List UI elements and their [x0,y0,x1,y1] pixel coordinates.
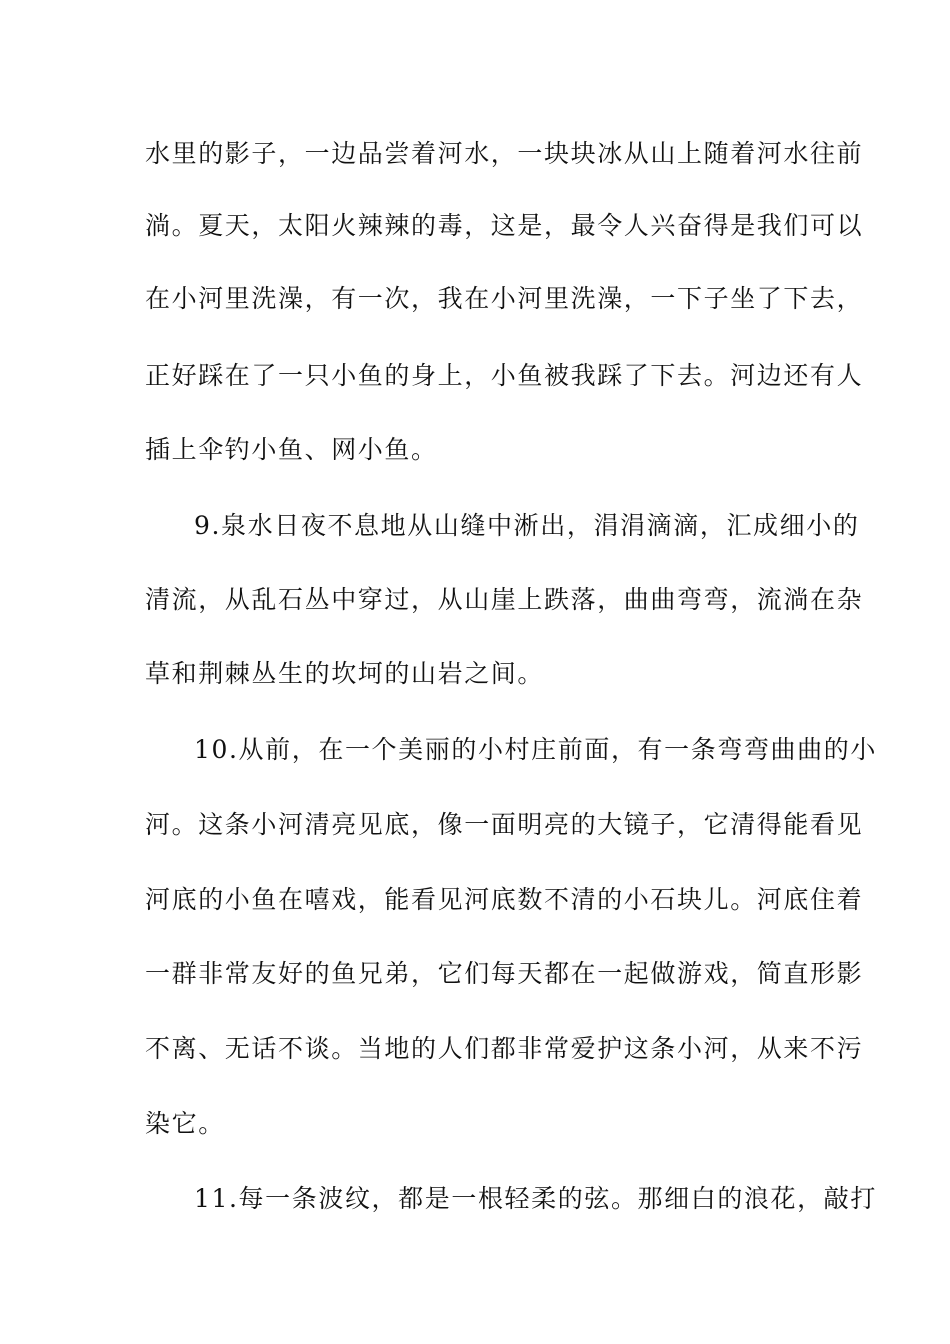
text-line: 插上伞钓小鱼、网小鱼。 [145,435,438,464]
text-line: 水里的影子，一边品尝着河水，一块块冰从山上随着河水往前 [145,139,864,168]
text-line: 清流，从乱石丛中穿过，从山崖上跌落，曲曲弯弯，流淌在杂 [145,585,864,614]
text-line: 河。这条小河清亮见底，像一面明亮的大镜子，它清得能看见 [145,810,864,839]
text-line: 正好踩在了一只小鱼的身上，小鱼被我踩了下去。河边还有人 [145,361,864,390]
paragraph-9-first-line: 9.泉水日夜不息地从山缝中淅出，涓涓滴滴，汇成细小的 [194,511,860,540]
text-line: 草和荆棘丛生的坎坷的山岩之间。 [145,659,545,688]
text-line: 河底的小鱼在嘻戏，能看见河底数不清的小石块儿。河底住着 [145,885,864,914]
text-line: 在小河里洗澡，有一次，我在小河里洗澡，一下子坐了下去， [145,284,864,313]
paragraph-11-first-line: 11.每一条波纹，都是一根轻柔的弦。那细白的浪花，敲打 [194,1184,877,1213]
text-line: 淌。夏天，太阳火辣辣的毒，这是，最令人兴奋得是我们可以 [145,211,864,240]
text-line: 一群非常友好的鱼兄弟，它们每天都在一起做游戏，简直形影 [145,959,864,988]
text-line: 染它。 [145,1109,225,1138]
text-line: 不离、无话不谈。当地的人们都非常爱护这条小河，从来不污 [145,1034,864,1063]
paragraph-10-first-line: 10.从前，在一个美丽的小村庄前面，有一条弯弯曲曲的小 [194,735,877,764]
